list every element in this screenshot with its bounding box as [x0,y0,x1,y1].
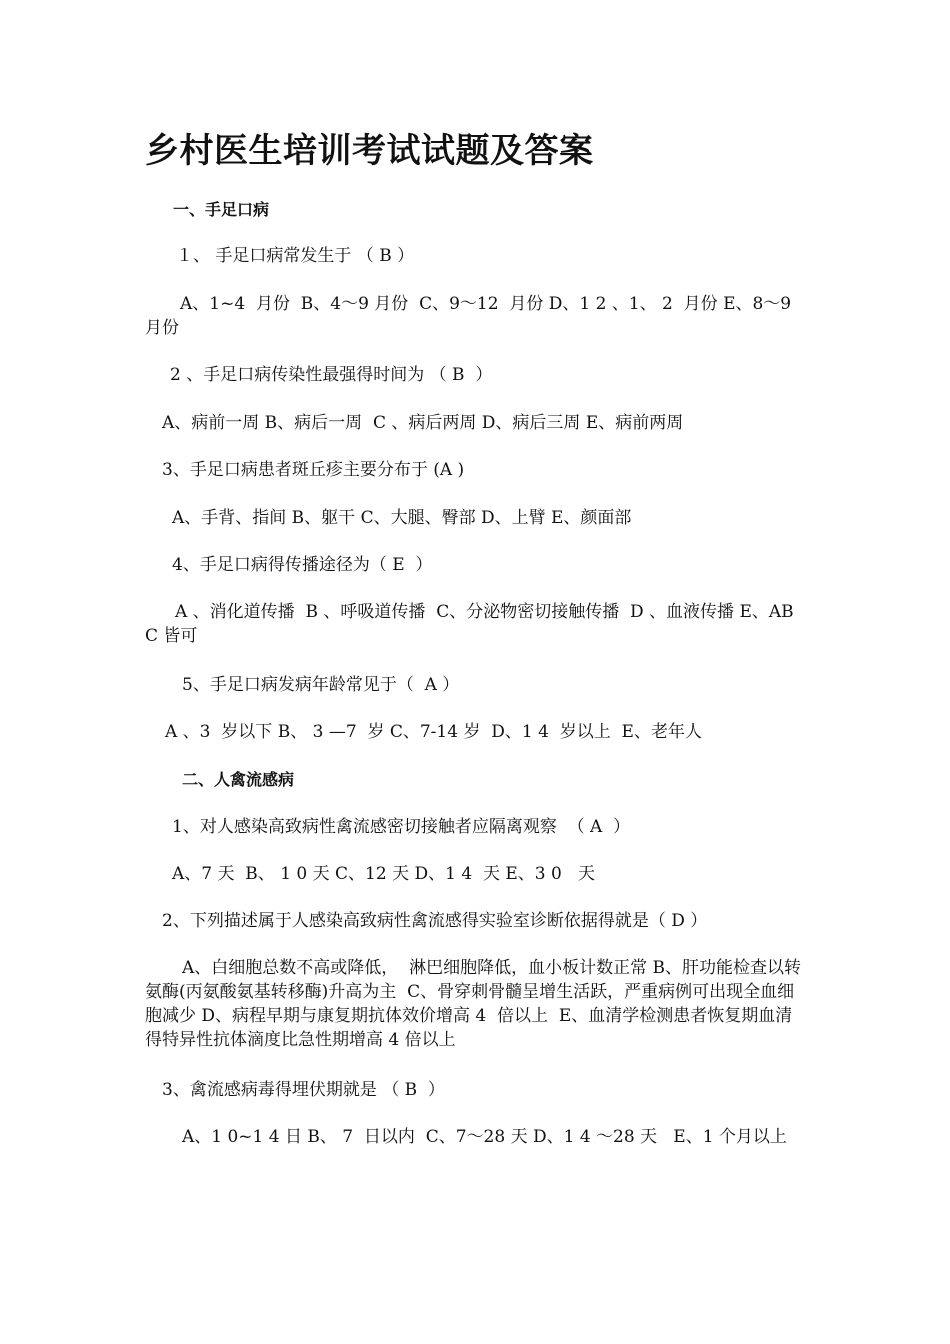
question-options: A、病前一周 B、病后一周 C 、病后两周 D、病后三周 E、病前两周 [162,413,684,433]
question-options: A、1~4 月份 B、4～9 月份 C、9～12 月份 D、1 2 、1、 2 月份 E、8～9 月份 [145,294,802,338]
question-options: A、7 天 B、 1 0 天 C、12 天 D、1 4 天 E、3 0 天 [172,864,596,884]
question-options: A、白细胞总数不高或降低， 淋巴细胞降低，血小板计数正常 B、肝功能检查以转氨酶(丙氨酸氨基转移酶)升高为主 C、骨穿刺骨髓呈增生活跃，严重病例可出现全血细胞减少 D、病程早期与康复期抗体效价增高 4 倍以上 E、血清学检测患者恢复期血清得特异性抗体滴度比急性期增高 4 倍以上 [145,958,801,1050]
question-text: 2 、手足口病传染性最强得时间为 （ B ） [170,365,493,385]
question-text: 3、禽流感病毒得埋伏期就是 （ B ） [162,1080,445,1100]
question-text: 1、对人感染高致病性禽流感密切接触者应隔离观察 （ A ） [172,817,631,837]
question-options: A 、3 岁以下 B、 3 —7 岁 C、7-14 岁 D、1 4 岁以上 E、老年人 [165,722,702,742]
question-text: １、 手足口病常发生于 （ B ） [176,246,415,266]
question-options: A 、消化道传播 B 、呼吸道传播 C、分泌物密切接触传播 D 、血液传播 E、ABC 皆可 [145,602,794,646]
question-text: 4、手足口病得传播途径为（ E ） [172,555,433,575]
question-options: A、手背、指间 B、躯干 C、大腿、臀部 D、上臂 E、颜面部 [172,508,632,528]
question-options: A、1 0~1 4 日 B、 7 日以内 C、7～28 天 D、1 4 ～28 天 E、1 个月以上 [182,1127,787,1147]
section-heading: 二、人禽流感病 [182,770,295,789]
question-text: 5、手足口病发病年龄常见于（ A ） [182,675,460,695]
section-heading: 一、手足口病 [173,200,270,219]
question-text: 3、手足口病患者斑丘疹主要分布于 (A ) [162,460,465,480]
question-text: 2、下列描述属于人感染高致病性禽流感得实验室诊断依据得就是（ D ） [162,911,708,931]
page-title: 乡村医生培训考试试题及答案 [145,131,594,171]
